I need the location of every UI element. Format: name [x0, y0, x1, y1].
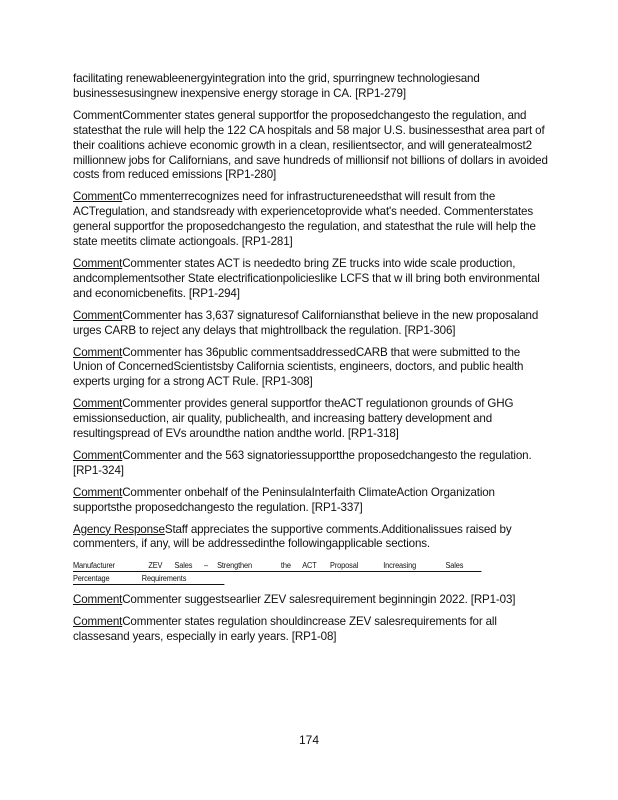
heading-line-1 [73, 559, 482, 572]
heading-word: Manufacturer [73, 560, 116, 571]
paragraph-text: Commenter onbehalf of the PeninsulaInterfaith ClimateAction Organization supportsthe proposedchangesto the regulation. [RP1-337] [73, 485, 495, 514]
paragraph-text: Commenter provides general supportfor theACT regulationon grounds of GHG emissionseduction, air quality, publichealth, and increasing battery development and resultingspread of EVs aroundthe nation andthe world. [RP1-318] [73, 397, 514, 441]
heading-word: – [203, 560, 208, 571]
page-body [73, 72, 551, 652]
comment-paragraph [73, 346, 551, 391]
paragraph-text: Commenter suggestsearlier ZEV salesrequirement beginningin 2022. [RP1-03] [122, 593, 516, 607]
paragraph-text: Commenter states regulation shouldincrease ZEV salesrequirements for all classesand years, especially in early years. [RP1-08] [73, 615, 497, 644]
comment-paragraph [73, 486, 551, 516]
heading-word: Sales [445, 560, 464, 571]
agency-response-label: Agency Response [73, 522, 165, 536]
comment-paragraph [73, 190, 551, 250]
heading-word: ZEV [148, 560, 163, 571]
comment-paragraph [73, 309, 551, 339]
paragraph-text: Commenter has 3,637 signaturesof Californiansthat believe in the new proposaland urges CARB to reject any delays that mightrollback the regulation. [RP1-306] [73, 308, 539, 337]
heading-word: Requirements [141, 573, 187, 584]
comment-label: Comment [73, 190, 123, 204]
comment-label: Comment [73, 256, 123, 270]
heading-line-2 [73, 572, 224, 585]
comment-label: Comment [73, 308, 123, 322]
heading-word: ACT [302, 560, 317, 571]
comment-label: Comment [73, 448, 123, 462]
comment-paragraph [73, 449, 551, 479]
comment-paragraph [73, 615, 551, 645]
heading-word: Strengthen [217, 560, 252, 571]
paragraph-text: CommentCommenter states general supportfor the proposedchangesto the regulation, and statesthat the rule will help the 122 CA hospitals and 58 major U.S. businessesthat area part of their coalitions achieve economic growth in a clean, resilientsector, and will generatealmost2 millionnew jobs for Californians, and save hundreds of millionsif not billions of dollars in avoided costs from reduced emissions [RP1-280] [73, 108, 548, 182]
heading-word: the [280, 560, 291, 571]
comment-label: Comment [73, 345, 123, 359]
agency-response-paragraph [73, 523, 551, 553]
comment-paragraph [73, 257, 551, 302]
comment-paragraph [73, 397, 551, 442]
paragraph-text: Commenter has 36public commentsaddressedCARB that were submitted to the Union of ConcernedScientistsby California scientists, engineers, doctors, and public health experts urging for a strong ACT Rule. [RP1-308] [73, 345, 524, 389]
heading-word: Percentage [73, 573, 110, 584]
comment-label: Comment [73, 397, 123, 411]
comment-paragraph [73, 109, 551, 184]
paragraph-continuation [73, 72, 551, 102]
comment-label: Comment [73, 485, 123, 499]
page-number: 174 [298, 733, 320, 747]
paragraph-text: Co mmenterrecognizes need for infrastructureneedsthat will result from the ACTregulation, and standsready with experiencetoprovide what's needed. Commenterstates general supportfor the proposedchangesto the regulation, and statesthat the rule will help the state meetits climate actiongoals. [RP1-281] [73, 190, 536, 249]
heading-word: Proposal [330, 560, 359, 571]
comment-label: Comment [73, 615, 123, 629]
heading-word: Increasing [383, 560, 417, 571]
paragraph-text: Staff appreciates the supportive comments.Additionalissues raised by commenters, if any, will be addressedinthe followingapplicable sections. [73, 522, 512, 551]
paragraph-text: Commenter and the 563 signatoriessupportthe proposedchangesto the regulation. [RP1-324] [73, 448, 532, 477]
comment-paragraph [73, 593, 551, 608]
paragraph-text: facilitating renewableenergyintegration into the grid, spurringnew technologiesand businessesusingnew inexpensive energy storage in CA. [RP1-279] [73, 72, 480, 100]
section-heading [73, 559, 482, 585]
heading-word: Sales [174, 560, 193, 571]
paragraph-text: Commenter states ACT is neededto bring ZE trucks into wide scale production, andcomplementsother State electrificationpolicieslike LCFS that w ill bring both environmental and economicbenefits. [RP1-294] [73, 256, 540, 300]
comment-label: Comment [73, 593, 123, 607]
